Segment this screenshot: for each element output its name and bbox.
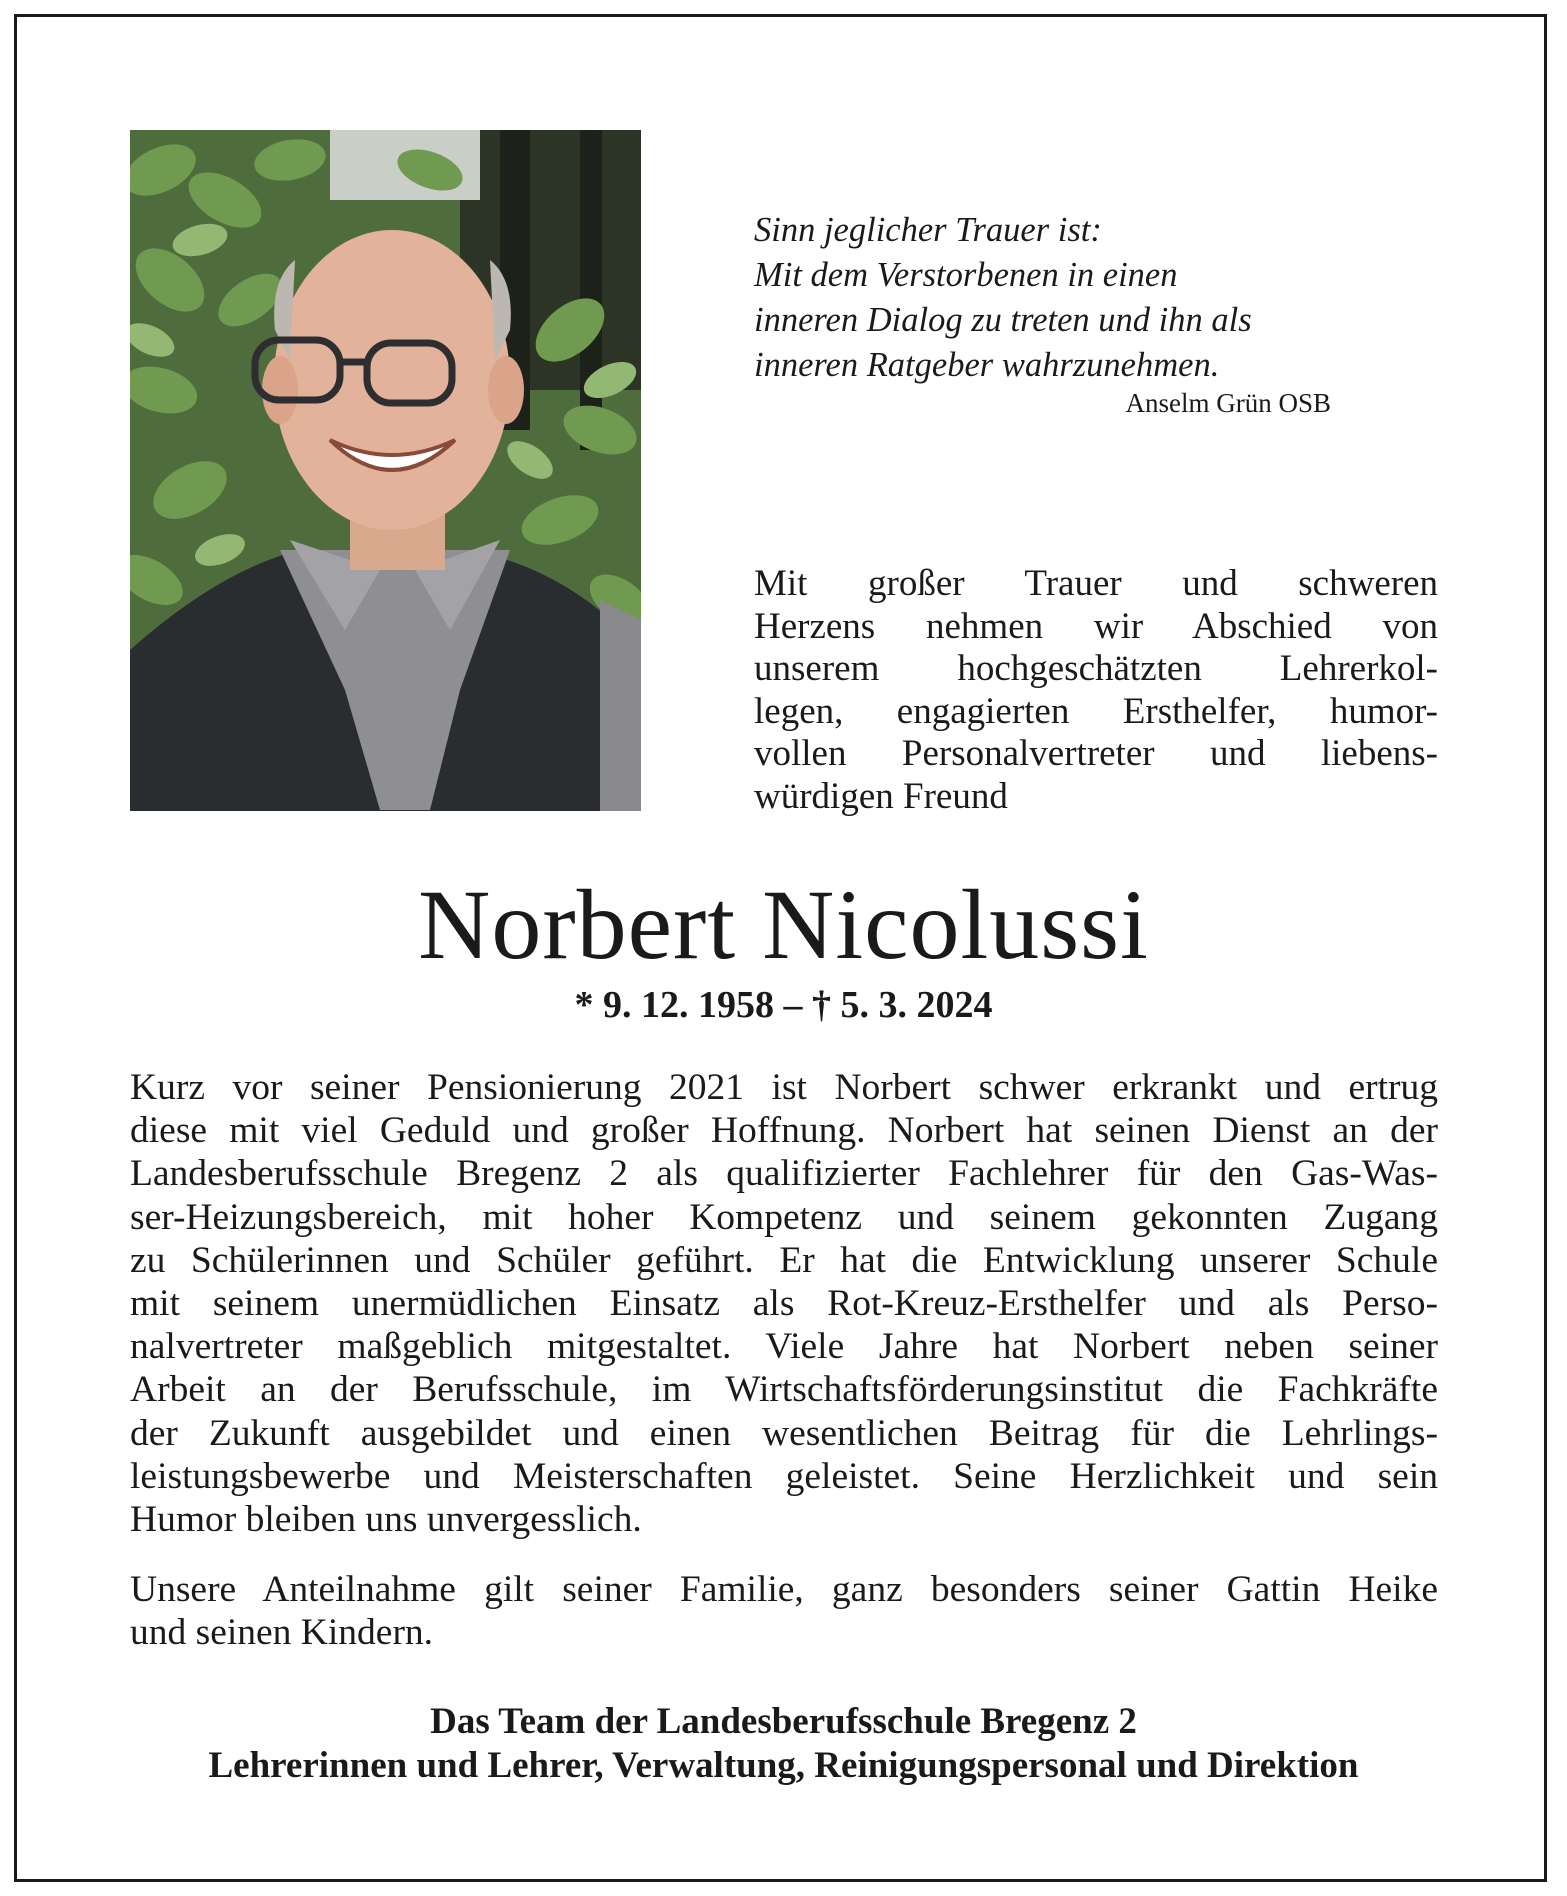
intro-line: würdigen Freund: [754, 775, 1008, 817]
signature: [0, 1700, 1567, 1788]
quote-line: inneren Ratgeber wahrzunehmen.: [754, 346, 1220, 384]
quote: [754, 208, 1394, 388]
signature-line: Lehrerinnen und Lehrer, Verwaltung, Reinigungspersonal und Direktion: [208, 1745, 1359, 1786]
deceased-name: Norbert Nicolussi: [418, 869, 1149, 980]
condolence-line: und seinen Kindern.: [130, 1612, 434, 1654]
quote-author: Anselm Grün OSB: [1125, 388, 1331, 418]
body-line: mit seinem unermüdlichen Einsatz als Rot-Kreuz-Ersthelfer und als Perso-: [130, 1283, 1438, 1325]
signature-line: Das Team der Landesberufsschule Bregenz 2: [430, 1701, 1137, 1742]
intro-paragraph: [754, 563, 1438, 818]
quote-line: Sinn jeglicher Trauer ist:: [754, 211, 1102, 249]
body-line: Arbeit an der Berufsschule, im Wirtschaftsförderungsinstitut die Fachkräfte: [130, 1369, 1438, 1411]
portrait-photo: [130, 130, 641, 811]
body-line: nalvertreter maßgeblich mitgestaltet. Viele Jahre hat Norbert neben seiner: [130, 1326, 1438, 1368]
body-line: diese mit viel Geduld und großer Hoffnung. Norbert hat seinen Dienst an der: [130, 1110, 1438, 1152]
quote-line: Mit dem Verstorbenen in einen: [754, 256, 1178, 294]
body-line: der Zukunft ausgebildet und einen wesentlichen Beitrag für die Lehrlings-: [130, 1412, 1438, 1454]
body-line: Humor bleiben uns unvergesslich.: [130, 1499, 642, 1541]
obituary-text: [130, 1066, 1438, 1541]
intro-line: legen, engagierten Ersthelfer, humor-: [754, 690, 1438, 732]
intro-line: Herzens nehmen wir Abschied von: [754, 605, 1438, 647]
body-line: ser-Heizungsbereich, mit hoher Kompetenz und seinem gekonnten Zugang: [130, 1196, 1438, 1238]
intro-line: vollen Personalvertreter und liebens-: [754, 733, 1438, 774]
body-line: Landesberufsschule Bregenz 2 als qualifizierter Fachlehrer für den Gas-Was-: [130, 1153, 1438, 1195]
quote-line: inneren Dialog zu treten und ihn als: [754, 301, 1252, 339]
life-dates: * 9. 12. 1958 – † 5. 3. 2024: [574, 984, 993, 1026]
intro-line: Mit großer Trauer und schweren: [754, 563, 1438, 604]
body-line: leistungsbewerbe und Meisterschaften geleistet. Seine Herzlichkeit und sein: [130, 1455, 1438, 1497]
intro-line: unserem hochgeschätzten Lehrerkol-: [754, 648, 1438, 689]
condolence-text: [130, 1568, 1438, 1654]
condolence-line: Unsere Anteilnahme gilt seiner Familie, ganz besonders seiner Gattin Heike: [130, 1569, 1438, 1610]
body-line: Kurz vor seiner Pensionierung 2021 ist Norbert schwer erkrankt und ertrug: [130, 1067, 1438, 1108]
body-line: zu Schülerinnen und Schüler geführt. Er hat die Entwicklung unserer Schule: [130, 1239, 1438, 1281]
